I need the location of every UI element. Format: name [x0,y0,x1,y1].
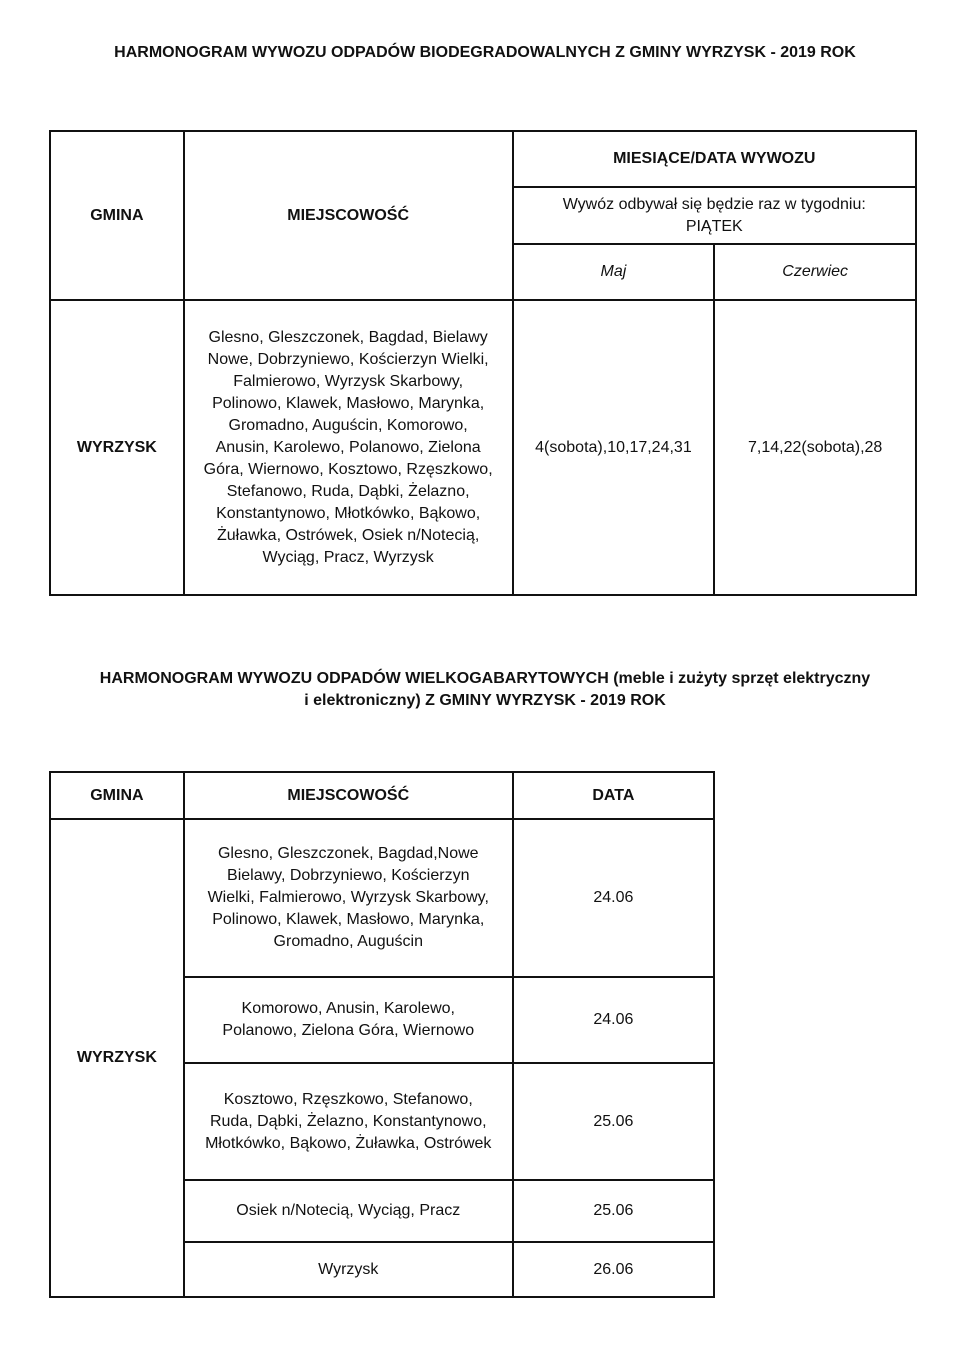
locality-line: Młotkówko, Bąkowo, Żuławka, Ostrówek [205,1134,492,1152]
locality-line: Glesno, Gleszczonek, Bagdad,Nowe [217,845,479,862]
locality-line: Wyciąg, Pracz, Wyrzysk [262,548,434,566]
row-localities [184,977,513,1063]
locality-line: Żuławka, Ostrówek, Osiek n/Notecią, [216,526,480,544]
locality-line: Gromadno, Auguścin [273,933,423,950]
biodegradable-schedule-title: HARMONOGRAM WYWOZU ODPADÓW BIODEGRADOWALNYCH Z GMINY WYRZYSK - 2019 ROK [114,44,856,61]
locality-line: Anusin, Karolewo, Polanowo, Zielona [215,438,481,456]
bulky-waste-schedule-table [49,771,715,1298]
locality-line: Polinowo, Klawek, Masłowo, Marynka, [212,394,485,412]
header-gmina: GMINA [50,772,184,819]
locality-line: Komorowo, Anusin, Karolewo, [241,1000,455,1017]
row-gmina: WYRZYSK [50,819,184,1297]
locality-line: Gromadno, Auguścin, Komorowo, [228,416,468,434]
row-gmina: WYRZYSK [50,300,184,595]
locality-line: Polanowo, Zielona Góra, Wiernowo [222,1022,475,1039]
locality-line: Osiek n/Notecią, Wyciąg, Pracz [236,1202,461,1219]
frequency-note-day: PIĄTEK [685,217,743,235]
row-localities [184,819,513,977]
locality-line: Wielki, Falmierowo, Wyrzysk Skarbowy, [207,889,489,906]
row-dates-maj: 4(sobota),10,17,24,31 [513,300,715,595]
bulky-title-line1: HARMONOGRAM WYWOZU ODPADÓW WIELKOGABARYTOWYCH (meble i zużyty sprzęt elektryczny [99,670,871,687]
locality-line: Kosztowo, Rzęszkowo, Stefanowo, [223,1090,473,1108]
frequency-note-line1: Wywóz odbywał się będzie raz w tygodniu: [562,195,866,213]
header-month-czerwiec: Czerwiec [714,244,916,300]
row-date: 24.06 [513,977,714,1063]
locality-line: Ruda, Dąbki, Żelazno, Konstantynowo, [209,1112,487,1130]
bulky-waste-schedule-title [40,668,930,712]
row-date: 25.06 [513,1180,714,1242]
bulky-title-line2: i elektroniczny) Z GMINY WYRZYSK - 2019 ROK [304,692,666,709]
locality-line: Falmierowo, Wyrzysk Skarbowy, [233,372,464,390]
row-localities [184,1063,513,1180]
row-localities [184,300,513,595]
locality-line: Góra, Wiernowo, Kosztowo, Rzęszkowo, [203,460,493,478]
row-dates-czerwiec: 7,14,22(sobota),28 [714,300,916,595]
header-frequency-note [513,187,916,244]
row-localities [184,1180,513,1242]
locality-line: Bielawy, Dobrzyniewo, Kościerzyn [227,867,470,884]
locality-line: Polinowo, Klawek, Masłowo, Marynka, [212,911,485,928]
locality-line: Nowe, Dobrzyniewo, Kościerzyn Wielki, [207,350,489,368]
header-miesiace: MIESIĄCE/DATA WYWOZU [513,131,916,187]
row-date: 26.06 [513,1242,714,1297]
row-date: 24.06 [513,819,714,977]
header-gmina: GMINA [50,131,184,300]
header-miejscowosc: MIEJSCOWOŚĆ [184,772,513,819]
locality-line: Konstantynowo, Młotkówko, Bąkowo, [216,504,481,522]
locality-line: Glesno, Gleszczonek, Bagdad, Bielawy [208,328,488,346]
locality-line: Stefanowo, Ruda, Dąbki, Żelazno, [226,482,470,500]
row-date: 25.06 [513,1063,714,1180]
header-miejscowosc: MIEJSCOWOŚĆ [184,131,513,300]
header-data: DATA [513,772,714,819]
header-month-maj: Maj [513,244,715,300]
biodegradable-schedule-table [49,130,917,596]
locality-line: Wyrzysk [318,1260,379,1278]
row-localities [184,1242,513,1297]
